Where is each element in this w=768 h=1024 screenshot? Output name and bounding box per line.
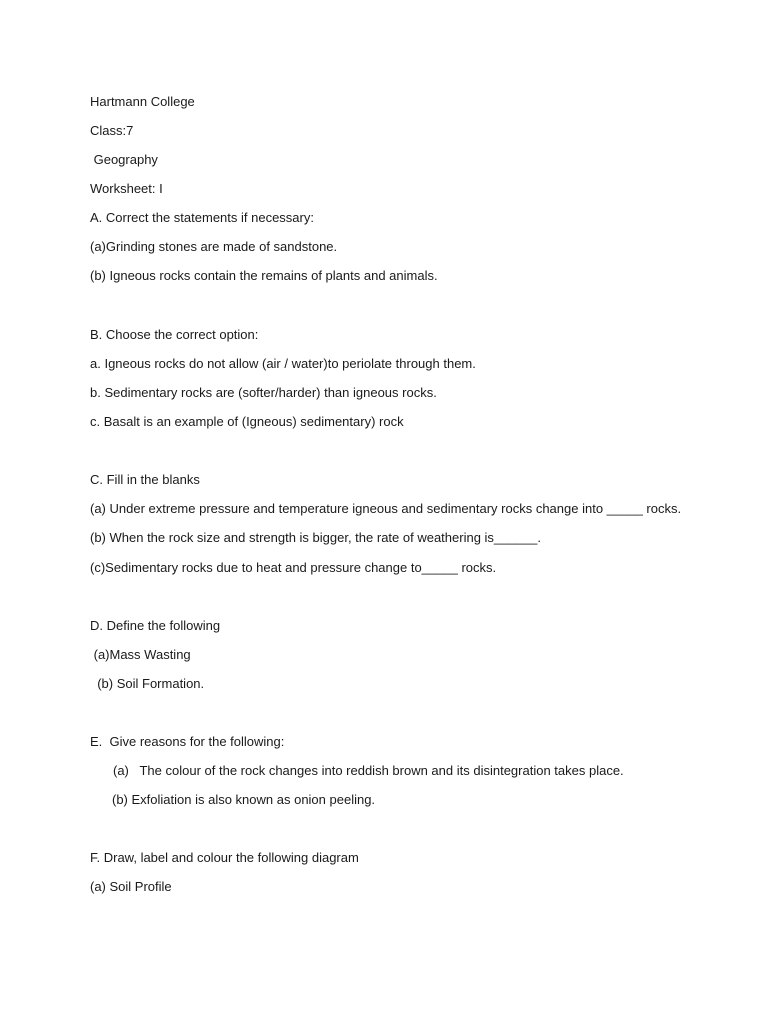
class-label: Class:7 <box>90 123 134 138</box>
section-c-item: (b) When the rock size and strength is bigger, the rate of weathering is______. <box>90 530 541 545</box>
section-d-item: (b) Soil Formation. <box>90 676 205 691</box>
section-a-heading: A. Correct the statements if necessary: <box>90 210 314 225</box>
section-d-item: (a)Mass Wasting <box>90 647 191 662</box>
section-d-heading: D. Define the following <box>90 618 221 633</box>
subject-label: Geography <box>90 152 158 167</box>
section-f-heading: F. Draw, label and colour the following diagram <box>90 850 359 865</box>
section-b-item: a. Igneous rocks do not allow (air / water)to periolate through them. <box>90 356 476 371</box>
section-f-item: (a) Soil Profile <box>90 879 172 894</box>
section-a-item: (b) Igneous rocks contain the remains of plants and animals. <box>90 268 438 283</box>
worksheet-label: Worksheet: I <box>90 181 163 196</box>
college-name: Hartmann College <box>90 94 195 109</box>
section-e-item: (a) The colour of the rock changes into reddish brown and its disintegration takes place. <box>113 763 624 778</box>
section-c-item: (a) Under extreme pressure and temperature igneous and sedimentary rocks change into _____ rocks. <box>90 501 682 516</box>
section-b-item: b. Sedimentary rocks are (softer/harder) than igneous rocks. <box>90 385 437 400</box>
section-c-heading: C. Fill in the blanks <box>90 472 200 487</box>
section-b-heading: B. Choose the correct option: <box>90 327 259 342</box>
section-a-item: (a)Grinding stones are made of sandstone. <box>90 239 338 254</box>
section-c-item: (c)Sedimentary rocks due to heat and pressure change to_____ rocks. <box>90 560 497 575</box>
section-e-heading: E. Give reasons for the following: <box>90 734 285 749</box>
section-e-item: (b) Exfoliation is also known as onion peeling. <box>112 792 376 807</box>
section-b-item: c. Basalt is an example of (Igneous) sedimentary) rock <box>90 414 404 429</box>
